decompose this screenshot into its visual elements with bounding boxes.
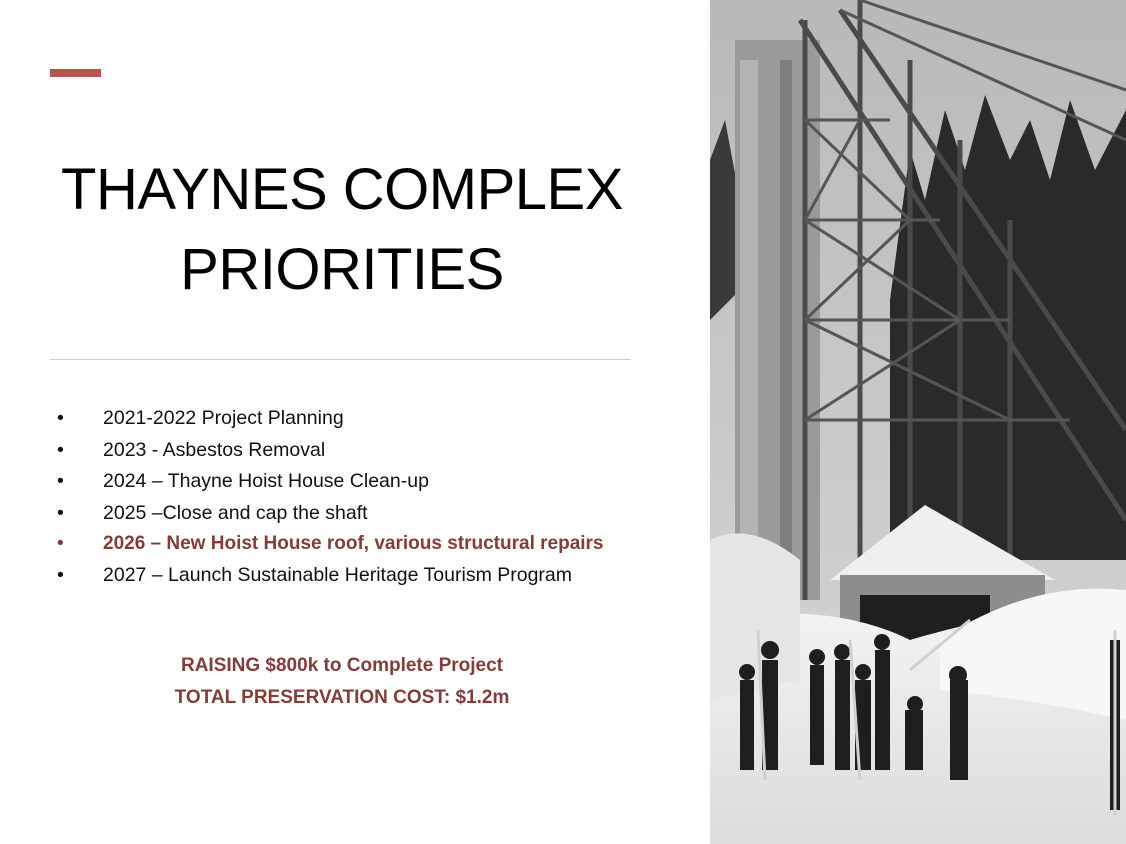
list-item (57, 562, 647, 588)
list-item (57, 437, 647, 463)
funding-total: TOTAL PRESERVATION COST: $1.2m (174, 687, 510, 708)
list-item (57, 405, 647, 431)
list-item-text: 2025 –Close and cap the shaft (103, 501, 368, 524)
list-item-text: 2027 – Launch Sustainable Heritage Tourism Program (103, 563, 572, 586)
list-item-text: 2026 – New Hoist House roof, various structural repairs (103, 533, 604, 554)
slide-title (40, 150, 644, 310)
bullet-icon: • (57, 533, 64, 554)
headframe-photo (710, 0, 1126, 844)
photo-illustration (710, 0, 1126, 844)
list-item-text: 2024 – Thayne Hoist House Clean-up (103, 470, 429, 492)
funding-summary (40, 650, 644, 714)
bullet-icon: • (57, 407, 64, 429)
list-item-text: 2021-2022 Project Planning (103, 407, 344, 429)
bullet-icon: • (57, 501, 64, 524)
bullet-icon: • (57, 438, 64, 461)
title-divider (50, 359, 631, 360)
list-item (57, 500, 647, 526)
accent-bar (50, 69, 101, 77)
funding-raising: RAISING $800k to Complete Project (180, 655, 504, 676)
priority-list (57, 405, 647, 593)
bullet-icon: • (57, 563, 64, 586)
list-item (57, 468, 647, 494)
bullet-icon: • (57, 470, 64, 492)
title-line-1: THAYNES COMPLEX (61, 157, 623, 222)
list-item-text: 2023 - Asbestos Removal (103, 438, 326, 461)
list-item-highlighted (57, 531, 647, 556)
title-line-2: PRIORITIES (180, 237, 504, 302)
